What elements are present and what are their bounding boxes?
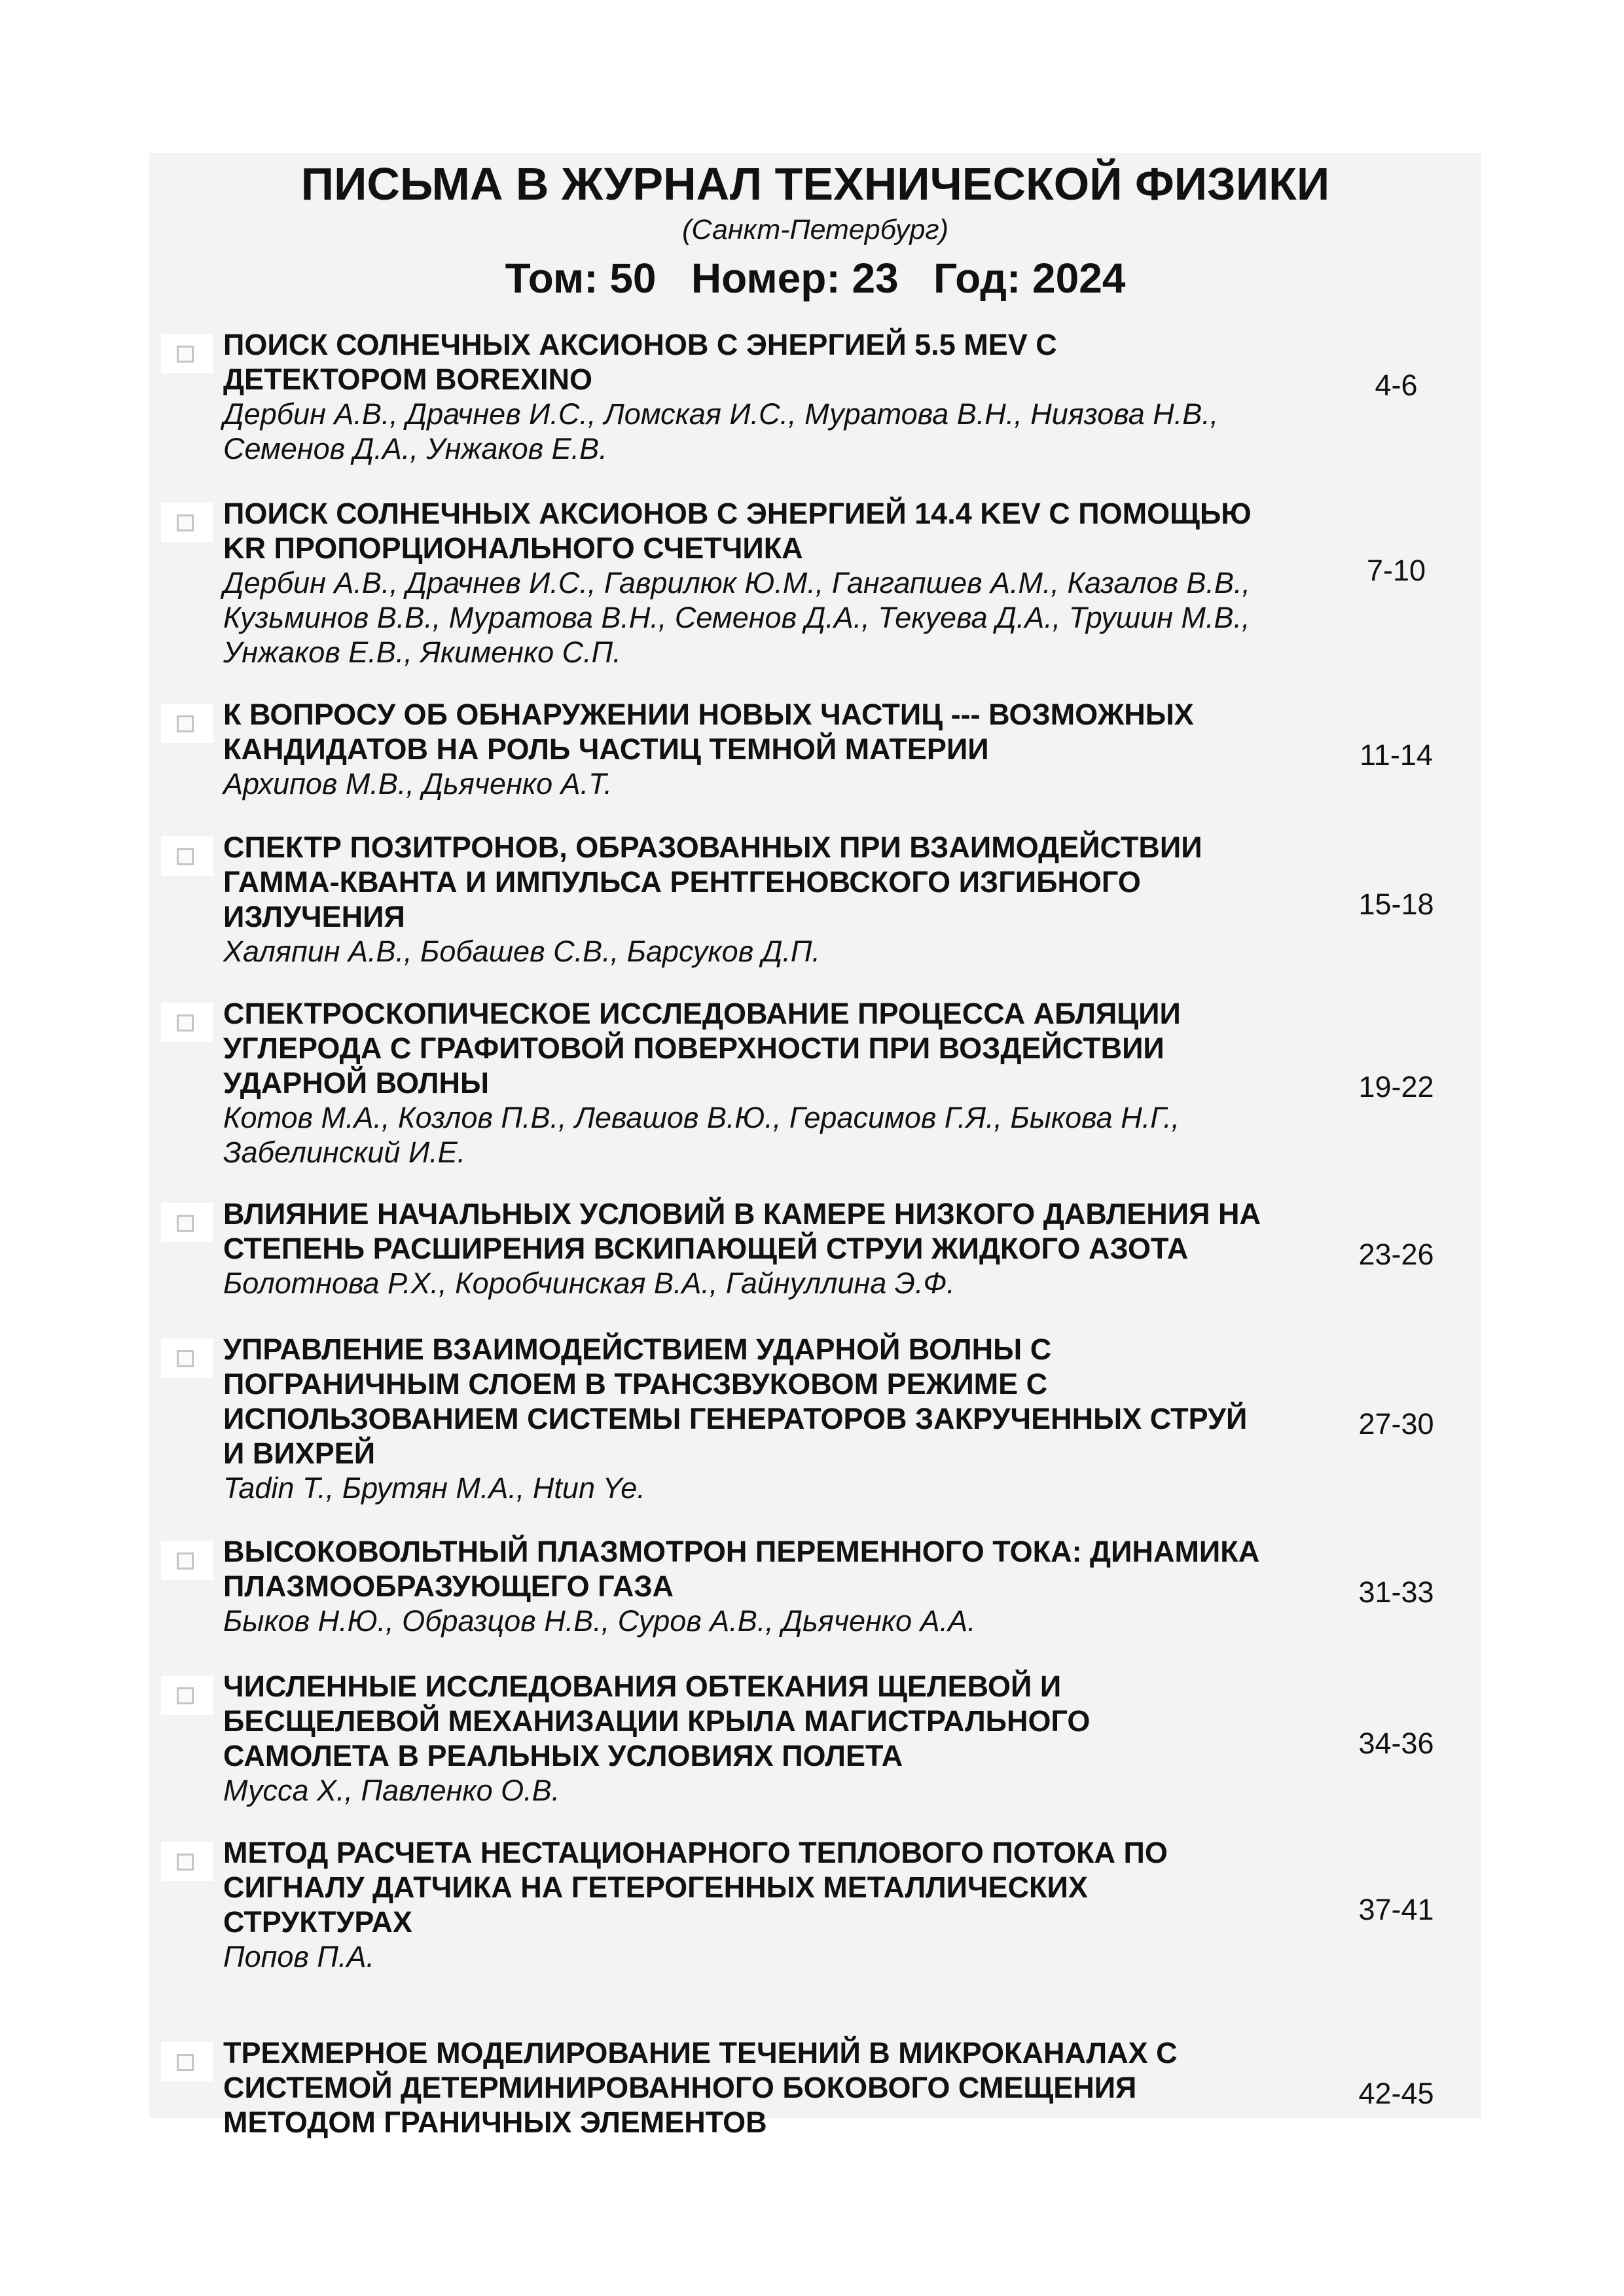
article-authors-line: Дербин А.В., Драчнев И.С., Ломская И.С., Муратова В.Н., Ниязова Н.В.,: [223, 397, 1219, 431]
article-title-line[interactable]: ИЗЛУЧЕНИЯ: [223, 900, 405, 933]
article-authors-line: Котов М.А., Козлов П.В., Левашов В.Ю., Герасимов Г.Я., Быкова Н.Г.,: [223, 1101, 1180, 1134]
article-text: [223, 2036, 1454, 2140]
article-authors-line: Мусса Х., Павленко О.В.: [223, 1774, 560, 1807]
select-checkbox[interactable]: [161, 334, 213, 373]
article-title-line[interactable]: КАНДИДАТОВ НА РОЛЬ ЧАСТИЦ ТЕМНОЙ МАТЕРИИ: [223, 732, 989, 766]
article-authors-line: Унжаков Е.В., Якименко С.П.: [223, 636, 621, 669]
article-title-line[interactable]: ВЛИЯНИЕ НАЧАЛЬНЫХ УСЛОВИЙ В КАМЕРЕ НИЗКОГО ДАВЛЕНИЯ НА: [223, 1197, 1261, 1230]
article-title-line[interactable]: ТРЕХМЕРНОЕ МОДЕЛИРОВАНИЕ ТЕЧЕНИЙ В МИКРОКАНАЛАХ С: [223, 2036, 1178, 2070]
select-checkbox[interactable]: [161, 704, 213, 743]
article-pages: 42-45: [1358, 2077, 1434, 2110]
checkbox-icon: [177, 2054, 194, 2071]
article-title-line[interactable]: ПОИСК СОЛНЕЧНЫХ АКСИОНОВ С ЭНЕРГИЕЙ 14.4 KEV С ПОМОЩЬЮ: [223, 497, 1252, 530]
article-title-line[interactable]: САМОЛЕТА В РЕАЛЬНЫХ УСЛОВИЯХ ПОЛЕТА: [223, 1739, 903, 1772]
article-authors-line: Дербин А.В., Драчнев И.С., Гаврилюк Ю.М., Гангапшев А.М., Казалов В.В.,: [223, 566, 1250, 600]
article-title-line[interactable]: СПЕКТР ПОЗИТРОНОВ, ОБРАЗОВАННЫХ ПРИ ВЗАИМОДЕЙСТВИИ: [223, 831, 1202, 864]
article-title-line[interactable]: СТЕПЕНЬ РАСШИРЕНИЯ ВСКИПАЮЩЕЙ СТРУИ ЖИДКОГО АЗОТА: [223, 1232, 1189, 1265]
article-authors-line: Tadin T., Брутян М.А., Htun Ye.: [223, 1471, 645, 1505]
article-pages: 34-36: [1358, 1727, 1434, 1760]
article-text: [223, 1196, 1454, 1300]
select-checkbox[interactable]: [161, 1676, 213, 1715]
article-title-line[interactable]: СИСТЕМОЙ ДЕТЕРМИНИРОВАННОГО БОКОВОГО СМЕЩЕНИЯ: [223, 2071, 1137, 2104]
issue-info: Том: 50 Номер: 23 Год: 2024: [505, 255, 1126, 302]
article-text: [223, 327, 1454, 466]
article-authors-line: Архипов М.В., Дьяченко А.Т.: [223, 767, 613, 800]
article-title-line[interactable]: ВЫСОКОВОЛЬТНЫЙ ПЛАЗМОТРОН ПЕРЕМЕННОГО ТОКА: ДИНАМИКА: [223, 1535, 1260, 1568]
select-checkbox[interactable]: [161, 1203, 213, 1242]
article-authors-line: Семенов Д.А., Унжаков Е.В.: [223, 432, 607, 465]
article-title-line[interactable]: МЕТОДОМ ГРАНИЧНЫХ ЭЛЕМЕНТОВ: [223, 2106, 767, 2139]
article-title-line[interactable]: УГЛЕРОДА С ГРАФИТОВОЙ ПОВЕРХНОСТИ ПРИ ВОЗДЕЙСТВИИ: [223, 1031, 1164, 1065]
article-title-line[interactable]: И ВИХРЕЙ: [223, 1437, 376, 1470]
article-title-line[interactable]: СТРУКТУРАХ: [223, 1905, 412, 1939]
article-pages: 23-26: [1358, 1238, 1434, 1271]
article-title-line[interactable]: МЕТОД РАСЧЕТА НЕСТАЦИОНАРНОГО ТЕПЛОВОГО ПОТОКА ПО: [223, 1836, 1168, 1869]
article-title-line[interactable]: KR ПРОПОРЦИОНАЛЬНОГО СЧЕТЧИКА: [223, 531, 803, 565]
article-pages: 11-14: [1360, 738, 1433, 772]
article-pages: 31-33: [1358, 1575, 1434, 1609]
checkbox-icon: [177, 1215, 194, 1232]
article-text: [223, 1534, 1454, 1638]
article-title-line[interactable]: ЧИСЛЕННЫЕ ИССЛЕДОВАНИЯ ОБТЕКАНИЯ ЩЕЛЕВОЙ И: [223, 1670, 1062, 1703]
article-pages: 27-30: [1358, 1407, 1434, 1441]
checkbox-icon: [177, 848, 194, 865]
article-pages: 4-6: [1375, 368, 1418, 402]
article-title-line[interactable]: СПЕКТРОСКОПИЧЕСКОЕ ИССЛЕДОВАНИЕ ПРОЦЕССА АБЛЯЦИИ: [223, 997, 1181, 1030]
article-text: [223, 1332, 1454, 1505]
article-title-line[interactable]: ДЕТЕКТОРОМ BOREXINO: [223, 363, 592, 396]
journal-city: (Санкт-Петербург): [682, 214, 948, 245]
article-pages: 7-10: [1366, 554, 1426, 587]
article-pages: 19-22: [1358, 1070, 1434, 1103]
checkbox-icon: [177, 1350, 194, 1367]
select-checkbox[interactable]: [161, 1842, 213, 1881]
article-title-line[interactable]: ИСПОЛЬЗОВАНИЕМ СИСТЕМЫ ГЕНЕРАТОРОВ ЗАКРУЧЕННЫХ СТРУЙ: [223, 1402, 1248, 1435]
article-authors-line: Болотнова Р.Х., Коробчинская В.А., Гайнуллина Э.Ф.: [223, 1266, 955, 1300]
article-title-line[interactable]: ГАММА-КВАНТА И ИМПУЛЬСА РЕНТГЕНОВСКОГО ИЗГИБНОГО: [223, 865, 1141, 899]
article-text: [223, 996, 1454, 1170]
article-title-line[interactable]: СИГНАЛУ ДАТЧИКА НА ГЕТЕРОГЕННЫХ МЕТАЛЛИЧЕСКИХ: [223, 1871, 1088, 1904]
article-authors-line: Забелинский И.Е.: [223, 1136, 466, 1169]
article-title-line[interactable]: ПОИСК СОЛНЕЧНЫХ АКСИОНОВ С ЭНЕРГИЕЙ 5.5 MEV С: [223, 328, 1057, 361]
select-checkbox[interactable]: [161, 2042, 213, 2081]
article-authors-line: Быков Н.Ю., Образцов Н.В., Суров А.В., Дьяченко А.А.: [223, 1604, 976, 1638]
article-title-line[interactable]: УДАРНОЙ ВОЛНЫ: [223, 1066, 490, 1100]
article-title-line[interactable]: ПЛАЗМООБРАЗУЮЩЕГО ГАЗА: [223, 1570, 674, 1603]
article-text: [223, 1835, 1454, 1974]
article-pages: 15-18: [1358, 888, 1434, 921]
article-title-line[interactable]: БЕСЩЕЛЕВОЙ МЕХАНИЗАЦИИ КРЫЛА МАГИСТРАЛЬНОГО: [223, 1704, 1091, 1738]
article-text: [223, 1669, 1454, 1808]
article-pages: 37-41: [1358, 1893, 1434, 1926]
checkbox-icon: [177, 1014, 194, 1031]
select-checkbox[interactable]: [161, 1338, 213, 1378]
select-checkbox[interactable]: [161, 503, 213, 542]
select-checkbox[interactable]: [161, 836, 213, 876]
article-title-line[interactable]: УПРАВЛЕНИЕ ВЗАИМОДЕЙСТВИЕМ УДАРНОЙ ВОЛНЫ С: [223, 1333, 1052, 1366]
checkbox-icon: [177, 346, 194, 363]
article-title-line[interactable]: К ВОПРОСУ ОБ ОБНАРУЖЕНИИ НОВЫХ ЧАСТИЦ --- ВОЗМОЖНЫХ: [223, 698, 1194, 731]
article-authors-line: Попов П.А.: [223, 1940, 375, 1973]
checkbox-icon: [177, 1854, 194, 1871]
article-text: [223, 496, 1454, 670]
article-text: [223, 830, 1454, 969]
checkbox-icon: [177, 514, 194, 531]
select-checkbox[interactable]: [161, 1541, 213, 1580]
journal-title: ПИСЬМА В ЖУРНАЛ ТЕХНИЧЕСКОЙ ФИЗИКИ: [300, 158, 1330, 209]
article-authors-line: Кузьминов В.В., Муратова В.Н., Семенов Д.А., Текуева Д.А., Трушин М.В.,: [223, 601, 1250, 634]
select-checkbox[interactable]: [161, 1003, 213, 1042]
checkbox-icon: [177, 1687, 194, 1704]
article-authors-line: Халяпин А.В., Бобашев С.В., Барсуков Д.П.: [223, 935, 820, 968]
article-text: [223, 697, 1454, 801]
article-title-line[interactable]: ПОГРАНИЧНЫМ СЛОЕМ В ТРАНСЗВУКОВОМ РЕЖИМЕ С: [223, 1367, 1048, 1401]
checkbox-icon: [177, 1552, 194, 1570]
checkbox-icon: [177, 715, 194, 732]
